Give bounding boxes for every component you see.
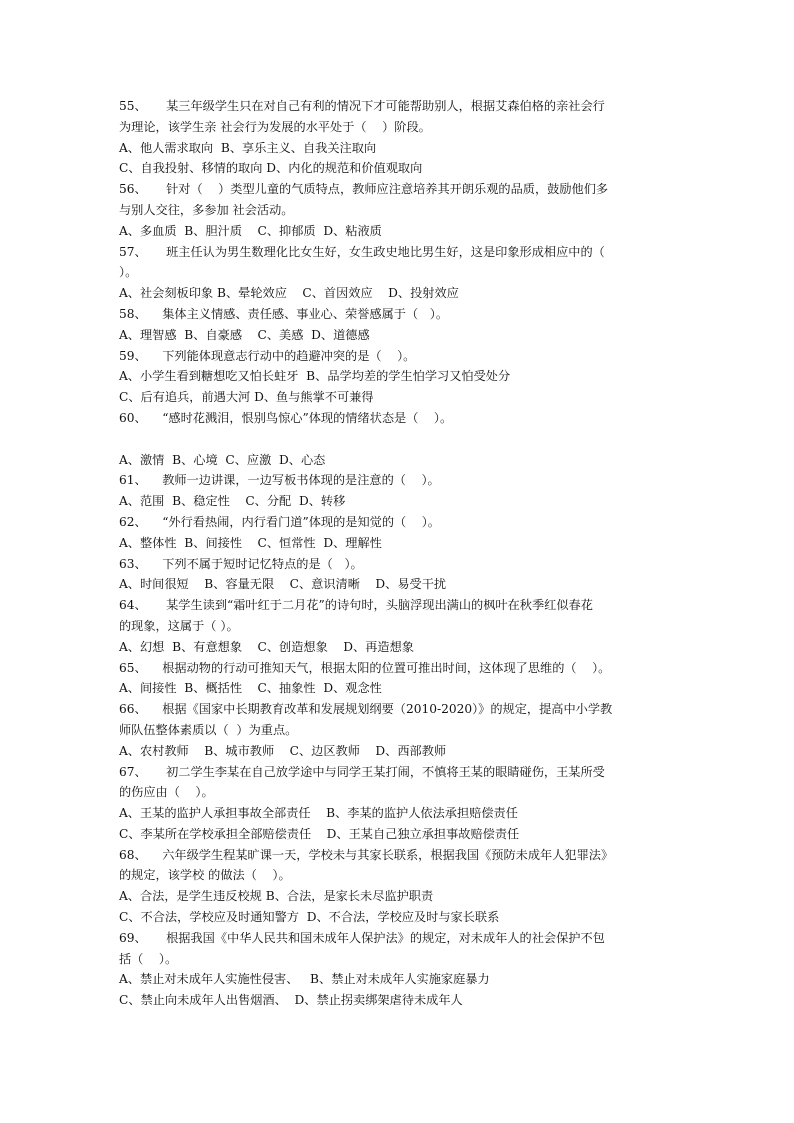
text-line: 59、 下列能体现意志行动中的趋避冲突的是（ ）。 [119, 348, 416, 363]
text-line: 62、 “外行看热闹，内行看门道”体现的是知觉的（ ）。 [119, 514, 440, 529]
text-line: 为理论，该学生亲 社会行为发展的水平处于（ ）阶段。 [119, 119, 431, 134]
text-line: C、自我投射、移情的取向 D、内化的规范和价值观取向 [119, 161, 423, 176]
text-line: A、社会刻板印象 B、晕轮效应 C、首因效应 D、投射效应 [119, 286, 459, 301]
document-page [119, 96, 687, 1011]
text-line: 67、 初二学生李某在自己放学途中与同学王某打闹，不慎将王某的眼睛碰伤，王某所受 [119, 764, 605, 779]
text-line: 63、 下列不属于短时记忆特点的是（ ）。 [119, 556, 363, 571]
text-line: 括（ ）。 [119, 951, 178, 966]
text-line: 64、 某学生读到“霜叶红于二月花”的诗句时，头脑浮现出满山的枫叶在秋季红似春花 [119, 598, 593, 613]
text-line: A、时间很短 B、容量无限 C、意识清晰 D、易受干扰 [119, 577, 447, 592]
text-line: C、后有追兵，前遇大河 D、鱼与熊掌不可兼得 [119, 390, 374, 405]
text-line: 65、 根据动物的行动可推知天气，根据太阳的位置可推出时间，这体现了思维的（ ）。 [119, 660, 611, 675]
text-line: A、间接性 B、概括性 C、抽象性 D、观念性 [119, 681, 382, 696]
text-line: 68、 六年级学生程某旷课一天，学校未与其家长联系，根据我国《预防未成年人犯罪法》 [119, 847, 614, 862]
text-line: 56、 针对（ ）类型儿童的气质特点，教师应注意培养其开朗乐观的品质，鼓励他们多 [119, 182, 609, 197]
text-line: 61、 教师一边讲课，一边写板书体现的是注意的（ ）。 [119, 473, 440, 488]
text-line: 与别人交往，多参加 社会活动。 [119, 202, 294, 217]
text-line: 58、 集体主义情感、责任感、事业心、荣誉感属于（ ）。 [119, 306, 449, 321]
text-line: A、幻想 B、有意想象 C、创造想象 D、再造想象 [119, 639, 414, 654]
text-line: 的规定，该学校 的做法（ ）。 [119, 868, 291, 883]
text-line: A、小学生看到糖想吃又怕长蛀牙 B、品学均差的学生怕学习又怕受处分 [119, 369, 511, 384]
text-line: 55、 某三年级学生只在对自己有利的情况下才可能帮助别人，根据艾森伯格的亲社会行 [119, 99, 605, 113]
text-line: 69、 根据我国《中华人民共和国未成年人保护法》的规定，对未成年人的社会保护不包 [119, 930, 605, 945]
text-line: A、激情 B、心境 C、应激 D、心态 [119, 452, 326, 467]
text-line: 66、 根据《国家中长期教育改革和发展规划纲要（2010-2020）》的规定，提高中小学教 [119, 702, 613, 717]
text-line: A、合法，是学生违反校规 B、合法，是家长未尽监护职责 [119, 889, 434, 904]
text-line: A、范围 B、稳定性 C、分配 D、转移 [119, 494, 346, 509]
text-line: A、理智感 B、自豪感 C、美感 D、道德感 [119, 327, 370, 342]
text-line: 的伤应由（ ）。 [119, 785, 214, 800]
text-line: A、多血质 B、胆汁质 C、抑郁质 D、粘液质 [119, 223, 382, 238]
text-line: 的现象，这属于（ ）。 [119, 618, 239, 633]
text-line: A、他人需求取向 B、享乐主义、自我关注取向 [119, 140, 377, 155]
text-line: 60、 “感时花溅泪，恨别鸟惊心”体现的情绪状态是（ ）。 [119, 410, 453, 425]
text-line: 57、 班主任认为男生数理化比女生好，女生政史地比男生好，这是印象形成相应中的（ [119, 244, 605, 259]
text-line [119, 429, 687, 450]
text-line: A、禁止对未成年人实施性侵害、 B、禁止对未成年人实施家庭暴力 [119, 972, 490, 987]
text-line: C、禁止向未成年人出售烟酒、 D、禁止拐卖绑架虐待未成年人 [119, 993, 463, 1008]
text-line: A、王某的监护人承担事故全部责任 B、李某的监护人依法承担赔偿责任 [119, 806, 518, 821]
text-line: C、不合法，学校应及时通知警方 D、不合法，学校应及时与家长联系 [119, 910, 500, 925]
text-line: A、农村教师 B、城市教师 C、边区教师 D、西部教师 [119, 743, 447, 758]
text-line: A、整体性 B、间接性 C、恒常性 D、理解性 [119, 535, 382, 550]
text-line: ）。 [119, 265, 138, 280]
text-line: C、李某所在学校承担全部赔偿责任 D、王某自己独立承担事故赔偿责任 [119, 826, 520, 841]
text-line: 师队伍整体素质以（ ）为重点。 [119, 722, 298, 737]
